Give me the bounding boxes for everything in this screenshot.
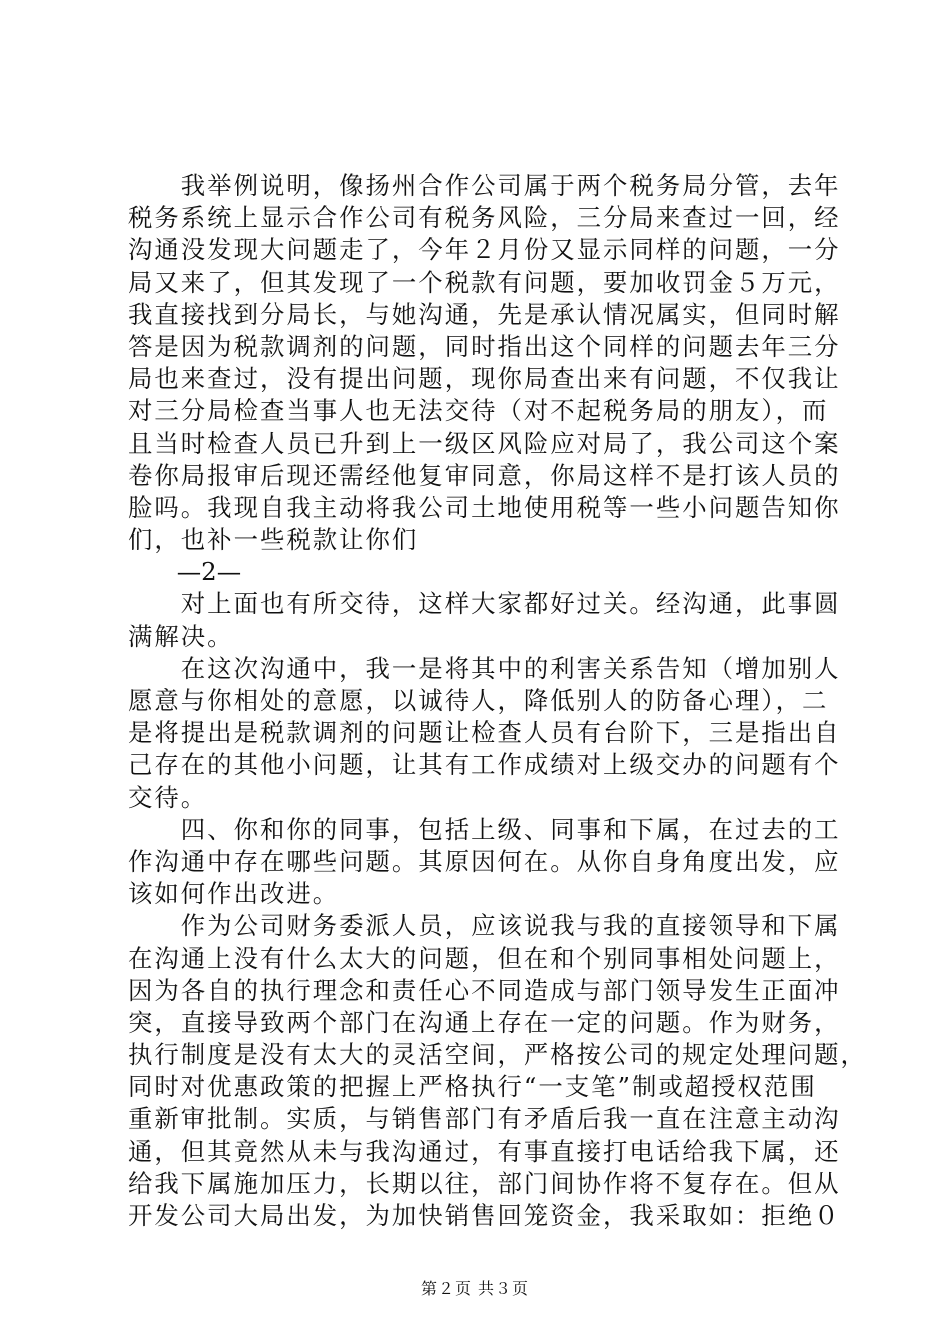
- text-line: 在沟通上没有什么太大的问题，但在和个别同事相处问题上，: [128, 943, 841, 973]
- text-line: 对上面也有所交待，这样大家都好过关。经沟通，此事圆: [128, 589, 841, 619]
- text-line: 己存在的其他小问题，让其有工作成绩对上级交办的问题有个: [128, 750, 841, 780]
- text-line: 作为公司财务委派人员，应该说我与我的直接领导和下属: [128, 911, 841, 941]
- text-line: 沟通没发现大问题走了，今年２月份又显示同样的问题，一分: [128, 235, 841, 265]
- text-line: 答是因为税款调剂的问题，同时指出这个同样的问题去年三分: [128, 331, 841, 361]
- text-line: 该如何作出改进。: [128, 879, 340, 909]
- text-line: 开发公司大局出发，为加快销售回笼资金，我采取如：拒绝０: [128, 1201, 841, 1230]
- text-line: 因为各自的执行理念和责任心不同造成与部门领导发生正面冲: [128, 975, 841, 1005]
- text-line: 脸吗。我现自我主动将我公司土地使用税等一些小问题告知你: [128, 492, 841, 522]
- page-number-label: 第２页 共３页: [420, 1279, 530, 1298]
- text-line: 突，直接导致两个部门在沟通上存在一定的问题。作为财务，: [128, 1007, 841, 1037]
- text-line: 同时对优惠政策的把握上严格执行“一支笔”制或超授权范围: [128, 1072, 817, 1102]
- text-line: 我举例说明，像扬州合作公司属于两个税务局分管，去年: [128, 171, 841, 200]
- text-line: 给我下属施加压力，长期以往，部门间协作将不复存在。但从: [128, 1168, 841, 1198]
- text-line: 作沟通中存在哪些问题。其原因何在。从你自身角度出发，应: [128, 846, 841, 876]
- text-line: 通，但其竟然从未与我沟通过，有事直接打电话给我下属，还: [128, 1136, 841, 1166]
- text-line: 是将提出是税款调剂的问题让检查人员有台阶下，三是指出自: [128, 718, 841, 748]
- text-line: 且当时检查人员已升到上一级区风险应对局了，我公司这个案: [128, 428, 841, 458]
- text-line: 卷你局报审后现还需经他复审同意，你局这样不是打该人员的: [128, 460, 841, 490]
- text-line: 执行制度是没有太大的灵活空间，严格按公司的规定处理问题，: [128, 1040, 867, 1070]
- text-line: 我直接找到分局长，与她沟通，先是承认情况属实，但同时解: [128, 299, 841, 329]
- text-line: 局又来了，但其发现了一个税款有问题，要加收罚金５万元，: [128, 267, 841, 297]
- text-line: 税务系统上显示合作公司有税务风险，三分局来查过一回，经: [128, 203, 841, 233]
- text-line: 交待。: [128, 782, 208, 812]
- text-line: 在这次沟通中，我一是将其中的利害关系告知（增加别人: [128, 653, 841, 683]
- text-line: 四、你和你的同事，包括上级、同事和下属，在过去的工: [128, 814, 841, 844]
- text-line: 愿意与你相处的意愿，以诚待人，降低别人的防备心理），二: [128, 686, 829, 715]
- text-line: 局也来查过，没有提出问题，现你局查出来有问题，不仅我让: [128, 364, 841, 394]
- text-line: 们，也补一些税款让你们: [128, 525, 419, 555]
- inline-page-marker: —2—: [128, 557, 242, 587]
- text-line: 满解决。: [128, 621, 234, 651]
- text-line: 对三分局检查当事人也无法交待（对不起税务局的朋友），而: [128, 396, 829, 426]
- text-line: 重新审批制。实质，与销售部门有矛盾后我一直在注意主动沟: [128, 1104, 841, 1134]
- body-text: [128, 170, 867, 1232]
- page-footer: [0, 1276, 950, 1299]
